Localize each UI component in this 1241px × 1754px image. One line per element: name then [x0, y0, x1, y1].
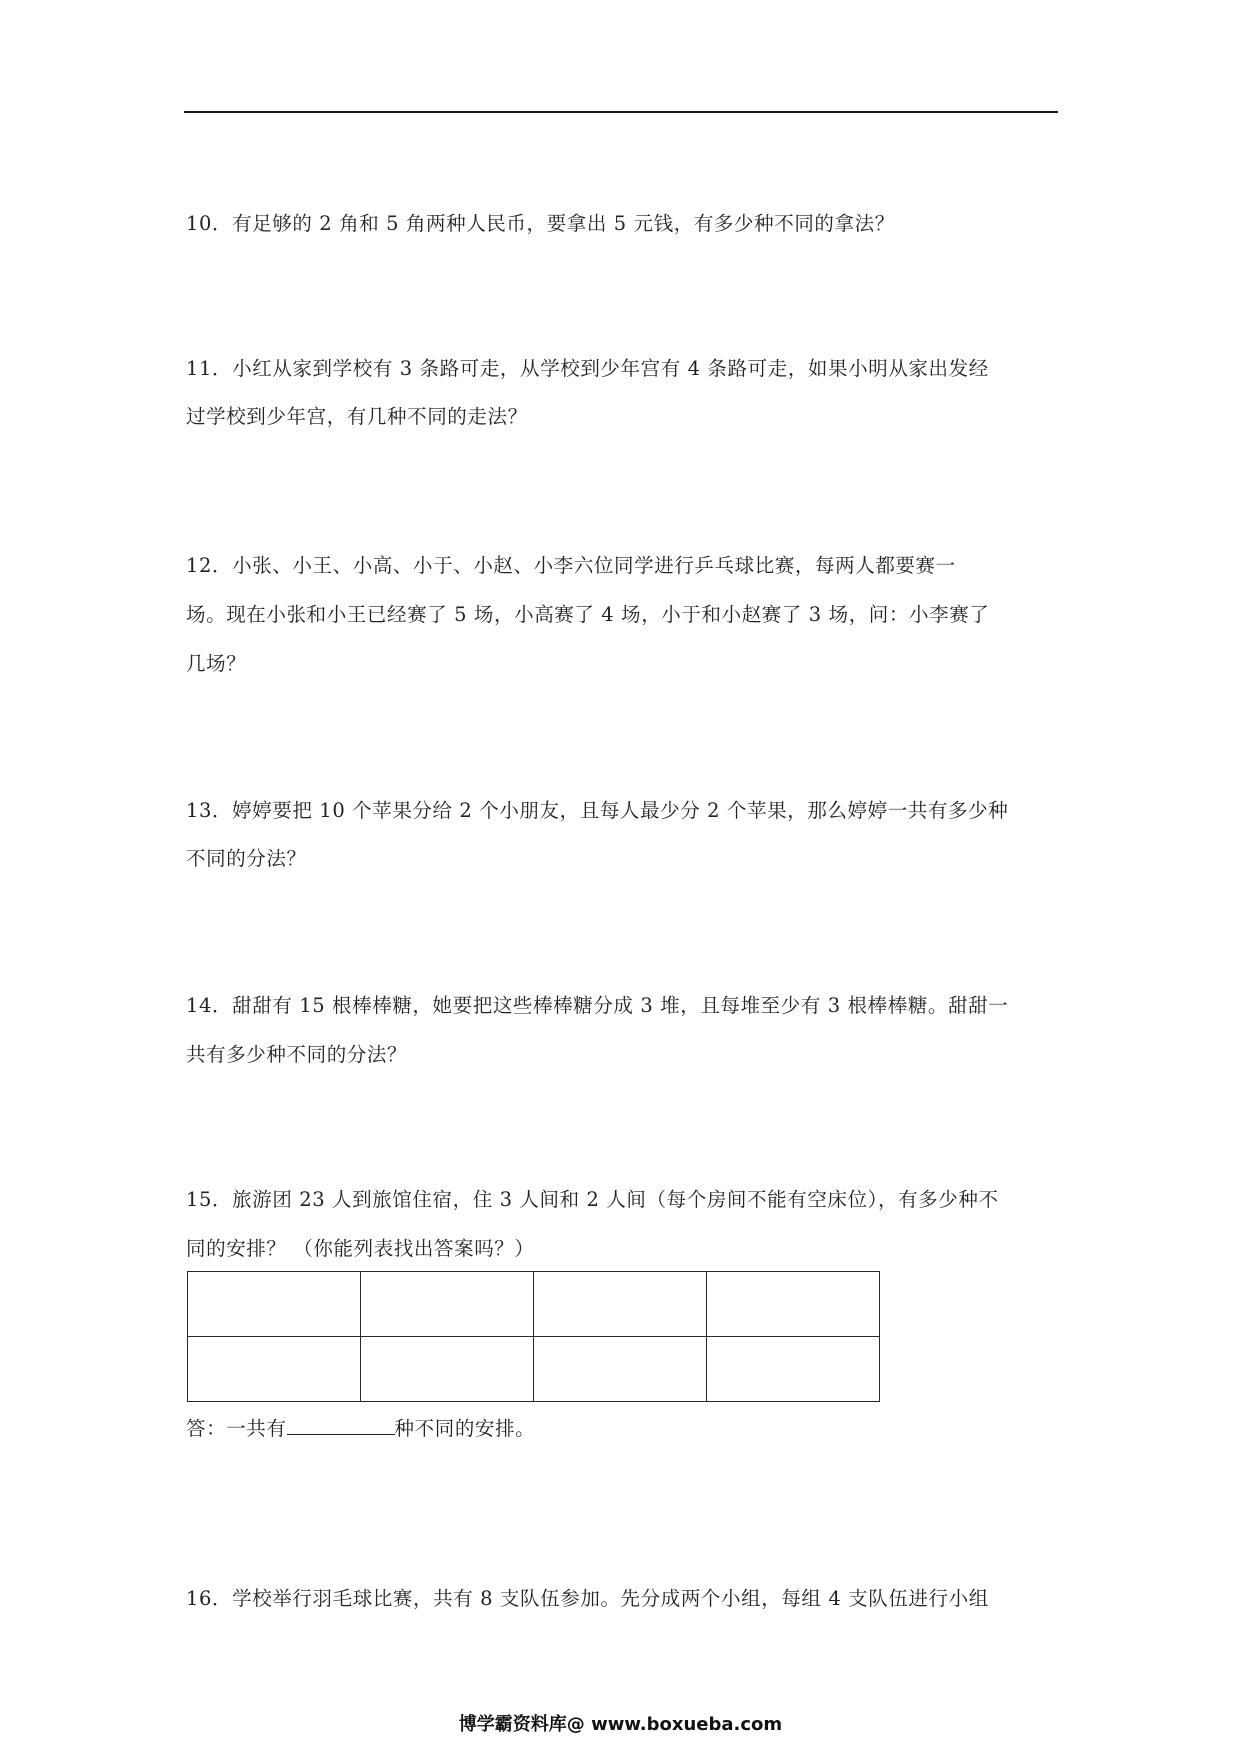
table-cell[interactable] — [188, 1337, 361, 1402]
question-12-line-2: 场。现在小张和小王已经赛了 5 场，小高赛了 4 场，小于和小赵赛了 3 场，问：小李赛了 — [186, 603, 990, 626]
question-12-line-3: 几场？ — [186, 652, 247, 675]
table-row — [188, 1337, 880, 1402]
question-14-line-2: 共有多少种不同的分法？ — [186, 1043, 408, 1066]
footer-watermark: 博学霸资料库@ www.boxueba.com — [458, 1714, 783, 1735]
table-cell[interactable] — [707, 1337, 880, 1402]
question-11-line-2: 过学校到少年宫，有几种不同的走法？ — [186, 405, 528, 428]
answer-line — [186, 1414, 535, 1443]
question-15-line-2: 同的安排？ （你能列表找出答案吗？） — [186, 1237, 535, 1260]
question-15-line-1: 15．旅游团 23 人到旅馆住宿，住 3 人间和 2 人间（每个房间不能有空床位），有多少种不 — [186, 1188, 999, 1211]
question-10-line-1: 10．有足够的 2 角和 5 角两种人民币，要拿出 5 元钱，有多少种不同的拿法？ — [186, 212, 895, 235]
question-16-line-1: 16．学校举行羽毛球比赛，共有 8 支队伍参加。先分成两个小组，每组 4 支队伍进行小组 — [186, 1587, 989, 1610]
table-cell[interactable] — [534, 1337, 707, 1402]
table-row — [188, 1272, 880, 1337]
header-rule — [184, 111, 1058, 113]
answer-suffix: 种不同的安排。 — [394, 1417, 536, 1440]
question-12-line-1: 12．小张、小王、小高、小于、小赵、小李六位同学进行乒乓球比赛，每两人都要赛一 — [186, 554, 956, 577]
question-13-line-2: 不同的分法？ — [186, 847, 307, 870]
question-13-line-1: 13．婷婷要把 10 个苹果分给 2 个小朋友，且每人最少分 2 个苹果，那么婷婷一共有多少种 — [186, 799, 1009, 822]
question-14-line-1: 14．甜甜有 15 根棒棒糖，她要把这些棒棒糖分成 3 堆，且每堆至少有 3 根棒棒糖。甜甜一 — [186, 994, 1009, 1017]
question-11-line-1: 11．小红从家到学校有 3 条路可走，从学校到少年宫有 4 条路可走，如果小明从家出发经 — [186, 357, 989, 380]
table-cell[interactable] — [707, 1272, 880, 1337]
answer-table — [187, 1271, 880, 1402]
table-cell[interactable] — [534, 1272, 707, 1337]
answer-blank[interactable] — [287, 1414, 395, 1435]
answer-prefix: 答：一共有 — [186, 1417, 287, 1440]
table-cell[interactable] — [361, 1272, 534, 1337]
table-cell[interactable] — [361, 1337, 534, 1402]
table-cell[interactable] — [188, 1272, 361, 1337]
